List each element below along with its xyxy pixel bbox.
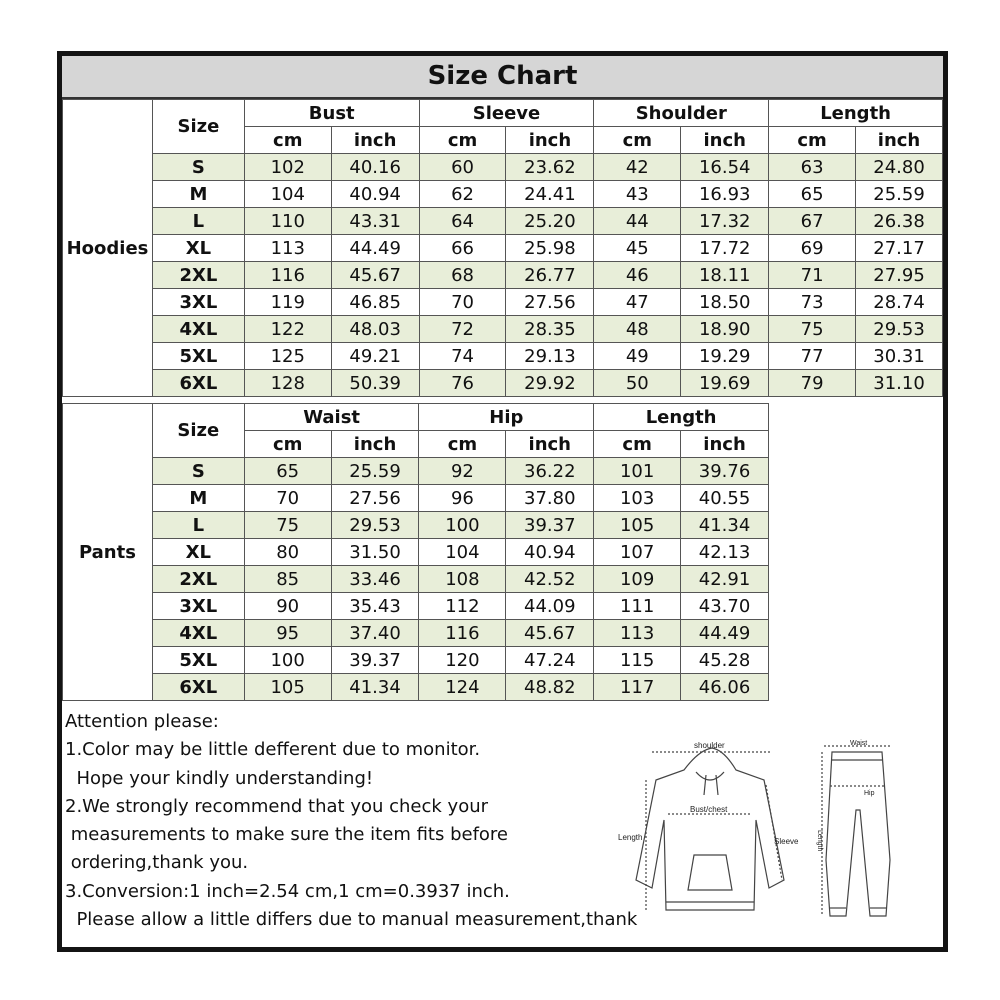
value-cell: 42.52 (506, 566, 594, 593)
table-row (63, 316, 943, 343)
value-cell: 76 (419, 370, 506, 397)
value-cell: 27.56 (506, 289, 594, 316)
hoodies-category-label: Hoodies (63, 100, 153, 397)
note-line: Please allow a little differs due to manual measurement,thank (65, 909, 638, 931)
value-cell: 85 (244, 566, 331, 593)
table-row (63, 262, 943, 289)
value-cell: 43.70 (681, 593, 769, 620)
pants-diagram-icon (822, 746, 892, 916)
size-cell: L (152, 208, 244, 235)
size-cell: 6XL (152, 674, 244, 701)
measurement-group-header: Waist (244, 404, 419, 431)
measurement-group-header: Length (769, 100, 943, 127)
value-cell: 80 (244, 539, 331, 566)
table-row (63, 539, 769, 566)
value-cell: 63 (769, 154, 856, 181)
value-cell: 25.98 (506, 235, 594, 262)
hoodie-length-label: Length (618, 833, 643, 842)
hip-label: Hip (864, 790, 875, 797)
size-cell: 5XL (152, 343, 244, 370)
unit-header: cm (244, 127, 331, 154)
value-cell: 19.69 (681, 370, 769, 397)
unit-header: inch (681, 431, 769, 458)
value-cell: 125 (244, 343, 331, 370)
value-cell: 65 (244, 458, 331, 485)
shoulder-label: shoulder (694, 741, 725, 750)
value-cell: 23.62 (506, 154, 594, 181)
value-cell: 75 (769, 316, 856, 343)
value-cell: 103 (594, 485, 681, 512)
value-cell: 25.20 (506, 208, 594, 235)
value-cell: 50.39 (331, 370, 419, 397)
value-cell: 45 (594, 235, 681, 262)
unit-header: cm (419, 431, 506, 458)
note-line: 3.Conversion:1 inch=2.54 cm,1 cm=0.3937 inch. (65, 880, 510, 902)
value-cell: 41.34 (331, 674, 419, 701)
measurement-group-header: Bust (244, 100, 419, 127)
size-cell: 6XL (152, 370, 244, 397)
value-cell: 29.53 (856, 316, 943, 343)
table-row (63, 674, 769, 701)
value-cell: 105 (594, 512, 681, 539)
value-cell: 50 (594, 370, 681, 397)
value-cell: 79 (769, 370, 856, 397)
table-row (63, 620, 769, 647)
hoodie-diagram-icon (636, 748, 784, 910)
value-cell: 24.41 (506, 181, 594, 208)
unit-header: cm (769, 127, 856, 154)
table-header-row (63, 100, 943, 127)
size-cell: 2XL (152, 566, 244, 593)
table-row (63, 370, 943, 397)
note-line: Hope your kindly understanding! (65, 767, 374, 789)
table-row (63, 485, 769, 512)
pants-table (62, 403, 769, 701)
value-cell: 104 (244, 181, 331, 208)
value-cell: 90 (244, 593, 331, 620)
value-cell: 27.95 (856, 262, 943, 289)
value-cell: 71 (769, 262, 856, 289)
size-cell: XL (152, 539, 244, 566)
note-line: 2.We strongly recommend that you check your (65, 795, 489, 817)
value-cell: 16.54 (681, 154, 769, 181)
note-line: measurements to make sure the item fits before (65, 824, 508, 846)
value-cell: 116 (244, 262, 331, 289)
value-cell: 25.59 (331, 458, 419, 485)
pants-category-label: Pants (63, 404, 153, 701)
value-cell: 28.74 (856, 289, 943, 316)
note-line: ordering,thank you. (65, 852, 249, 874)
value-cell: 48.03 (331, 316, 419, 343)
size-cell: M (152, 181, 244, 208)
value-cell: 124 (419, 674, 506, 701)
table-row (63, 512, 769, 539)
pants-length-label: Length (816, 830, 823, 852)
value-cell: 113 (594, 620, 681, 647)
value-cell: 44.49 (681, 620, 769, 647)
value-cell: 67 (769, 208, 856, 235)
value-cell: 25.59 (856, 181, 943, 208)
unit-header: cm (244, 431, 331, 458)
value-cell: 26.38 (856, 208, 943, 235)
measurement-group-header: Length (594, 404, 769, 431)
value-cell: 45.67 (331, 262, 419, 289)
value-cell: 19.29 (681, 343, 769, 370)
value-cell: 47 (594, 289, 681, 316)
value-cell: 92 (419, 458, 506, 485)
value-cell: 77 (769, 343, 856, 370)
measurement-group-header: Shoulder (594, 100, 769, 127)
value-cell: 35.43 (331, 593, 419, 620)
size-header: Size (152, 100, 244, 154)
value-cell: 36.22 (506, 458, 594, 485)
unit-header: inch (681, 127, 769, 154)
value-cell: 47.24 (506, 647, 594, 674)
value-cell: 40.55 (681, 485, 769, 512)
size-chart-frame (57, 51, 948, 952)
value-cell: 48.82 (506, 674, 594, 701)
value-cell: 40.16 (331, 154, 419, 181)
value-cell: 30.31 (856, 343, 943, 370)
value-cell: 31.10 (856, 370, 943, 397)
value-cell: 110 (244, 208, 331, 235)
unit-header: cm (419, 127, 506, 154)
value-cell: 45.67 (506, 620, 594, 647)
attention-notes (65, 708, 665, 934)
value-cell: 31.50 (331, 539, 419, 566)
value-cell: 39.37 (331, 647, 419, 674)
value-cell: 17.72 (681, 235, 769, 262)
value-cell: 69 (769, 235, 856, 262)
value-cell: 42.13 (681, 539, 769, 566)
table-header-row (63, 404, 769, 431)
value-cell: 29.13 (506, 343, 594, 370)
value-cell: 101 (594, 458, 681, 485)
measurement-group-header: Hip (419, 404, 594, 431)
table-row (63, 458, 769, 485)
size-cell: S (152, 458, 244, 485)
value-cell: 44.49 (331, 235, 419, 262)
measurement-group-header: Sleeve (419, 100, 594, 127)
value-cell: 42.91 (681, 566, 769, 593)
value-cell: 46 (594, 262, 681, 289)
value-cell: 29.92 (506, 370, 594, 397)
value-cell: 41.34 (681, 512, 769, 539)
value-cell: 95 (244, 620, 331, 647)
value-cell: 37.80 (506, 485, 594, 512)
size-cell: 3XL (152, 289, 244, 316)
sleeve-label: Sleeve (774, 837, 799, 846)
value-cell: 107 (594, 539, 681, 566)
size-header: Size (152, 404, 244, 458)
value-cell: 70 (244, 485, 331, 512)
value-cell: 100 (419, 512, 506, 539)
table-row (63, 647, 769, 674)
size-cell: L (152, 512, 244, 539)
unit-header: cm (594, 127, 681, 154)
note-line: Attention please: (65, 711, 219, 732)
value-cell: 70 (419, 289, 506, 316)
value-cell: 49.21 (331, 343, 419, 370)
value-cell: 112 (419, 593, 506, 620)
value-cell: 42 (594, 154, 681, 181)
value-cell: 115 (594, 647, 681, 674)
size-cell: 3XL (152, 593, 244, 620)
value-cell: 66 (419, 235, 506, 262)
table-row (63, 208, 943, 235)
size-cell: M (152, 485, 244, 512)
value-cell: 17.32 (681, 208, 769, 235)
unit-header: cm (594, 431, 681, 458)
value-cell: 26.77 (506, 262, 594, 289)
table-row (63, 566, 769, 593)
value-cell: 117 (594, 674, 681, 701)
value-cell: 111 (594, 593, 681, 620)
value-cell: 40.94 (331, 181, 419, 208)
value-cell: 45.28 (681, 647, 769, 674)
table-row (63, 235, 943, 262)
value-cell: 37.40 (331, 620, 419, 647)
table-row (63, 154, 943, 181)
size-cell: 4XL (152, 316, 244, 343)
value-cell: 18.11 (681, 262, 769, 289)
value-cell: 60 (419, 154, 506, 181)
value-cell: 120 (419, 647, 506, 674)
value-cell: 108 (419, 566, 506, 593)
size-cell: S (152, 154, 244, 181)
bust-label: Bust/chest (690, 805, 728, 814)
table-row (63, 343, 943, 370)
value-cell: 122 (244, 316, 331, 343)
value-cell: 65 (769, 181, 856, 208)
size-cell: 5XL (152, 647, 244, 674)
value-cell: 96 (419, 485, 506, 512)
value-cell: 102 (244, 154, 331, 181)
value-cell: 46.85 (331, 289, 419, 316)
value-cell: 27.56 (331, 485, 419, 512)
size-cell: 2XL (152, 262, 244, 289)
value-cell: 39.76 (681, 458, 769, 485)
value-cell: 72 (419, 316, 506, 343)
table-row (63, 593, 769, 620)
value-cell: 18.90 (681, 316, 769, 343)
value-cell: 29.53 (331, 512, 419, 539)
value-cell: 75 (244, 512, 331, 539)
value-cell: 49 (594, 343, 681, 370)
unit-header: inch (506, 431, 594, 458)
value-cell: 64 (419, 208, 506, 235)
value-cell: 16.93 (681, 181, 769, 208)
value-cell: 43 (594, 181, 681, 208)
unit-header: inch (331, 127, 419, 154)
value-cell: 62 (419, 181, 506, 208)
table-row (63, 181, 943, 208)
value-cell: 68 (419, 262, 506, 289)
value-cell: 18.50 (681, 289, 769, 316)
note-line: 1.Color may be little defferent due to monitor. (65, 739, 481, 761)
value-cell: 40.94 (506, 539, 594, 566)
value-cell: 109 (594, 566, 681, 593)
value-cell: 113 (244, 235, 331, 262)
value-cell: 24.80 (856, 154, 943, 181)
value-cell: 28.35 (506, 316, 594, 343)
measurement-illustration (618, 740, 929, 930)
value-cell: 100 (244, 647, 331, 674)
unit-header: inch (856, 127, 943, 154)
value-cell: 116 (419, 620, 506, 647)
table-row (63, 289, 943, 316)
size-cell: XL (152, 235, 244, 262)
size-cell: 4XL (152, 620, 244, 647)
value-cell: 104 (419, 539, 506, 566)
value-cell: 119 (244, 289, 331, 316)
value-cell: 33.46 (331, 566, 419, 593)
value-cell: 46.06 (681, 674, 769, 701)
value-cell: 27.17 (856, 235, 943, 262)
unit-header: inch (331, 431, 419, 458)
value-cell: 48 (594, 316, 681, 343)
waist-label: Waist (850, 740, 868, 747)
chart-title: Size Chart (62, 56, 943, 99)
value-cell: 128 (244, 370, 331, 397)
value-cell: 73 (769, 289, 856, 316)
value-cell: 44 (594, 208, 681, 235)
unit-header: inch (506, 127, 594, 154)
value-cell: 44.09 (506, 593, 594, 620)
value-cell: 105 (244, 674, 331, 701)
value-cell: 39.37 (506, 512, 594, 539)
value-cell: 43.31 (331, 208, 419, 235)
value-cell: 74 (419, 343, 506, 370)
hoodies-table (62, 99, 943, 397)
